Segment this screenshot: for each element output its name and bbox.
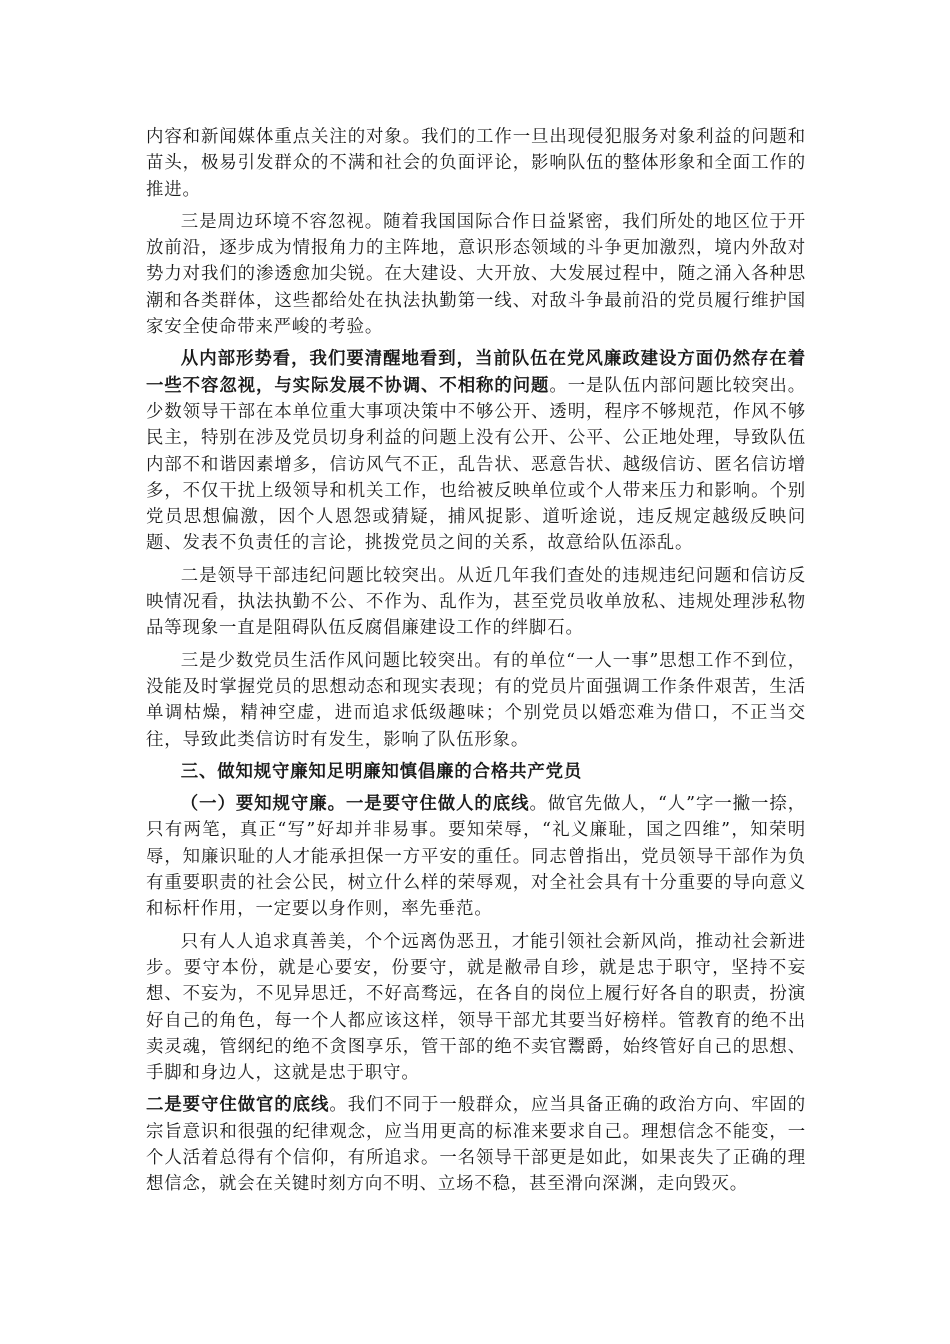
paragraph-truth-goodness: 只有人人追求真善美，个个远离伪恶丑，才能引领社会新风尚，推动社会新进步。要守本份，就是心要安，份要守，就是敝帚自珍，就是忠于职守，坚持不妄想、不妄为，不见异思迁，不好高骛远，在各自的岗位上履行好各自的职责，扮演好自己的角色，每一个人都应该这样，领导干部尤其要当好榜样。管教育的绝不出卖灵魂，管纲纪的绝不贪图享乐，管干部的绝不卖官鬻爵，始终管好自己的思想、手脚和身边人，这就是忠于职守。	[146, 931, 806, 1084]
paragraph-cadre-discipline: 二是领导干部违纪问题比较突出。从近几年我们查处的违规违纪问题和信访反映情况看，执法执勤不公、不作为、乱作为，甚至党员收单放私、违规处理涉私物品等现象一直是阻碍队伍反腐倡廉建设工作的绊脚石。	[146, 565, 806, 639]
paragraph-official-bottom-line-lead: 二是要守住做官的底线	[146, 1095, 330, 1116]
paragraph-know-rules-body: 。做官先做人，“人”字一撇一捺，只有两笔，真正“写”好却并非易事。要知荣辱，“礼义廉耻，国之四维”，知荣明辱，知廉识耻的人才能承担保一方平安的重任。同志曾指出，党员领导干部作为负有重要职责的社会公民，树立什么样的荣辱观，对全社会具有十分重要的导向意义和标杆作用，一定要以身作则，率先垂范。	[146, 794, 806, 920]
paragraph-official-bottom-line	[146, 1092, 806, 1197]
paragraph-internal-situation	[146, 346, 806, 556]
paragraph-internal-situation-body: 。一是队伍内部问题比较突出。少数领导干部在本单位重大事项决策中不够公开、透明，程序不够规范，作风不够民主，特别在涉及党员切身利益的问题上没有公开、公平、公正地处理，导致队伍内部不和谐因素增多，信访风气不正，乱告状、恶意告状、越级信访、匿名信访增多，不仅干扰上级领导和机关工作，也给被反映单位或个人带来压力和影响。个别党员思想偏激，因个人恩怨或猜疑，捕风捉影、道听途说，违反规定越级反映问题、发表不负责任的言论，挑拨党员之间的关系，故意给队伍添乱。	[146, 375, 806, 554]
paragraph-know-rules-lead: （一）要知规守廉。一是要守住做人的底线	[180, 794, 530, 815]
paragraph-know-rules	[146, 791, 806, 922]
paragraph-surrounding-environment: 三是周边环境不容忽视。随着我国国际合作日益紧密，我们所处的地区位于开放前沿，逐步成为情报角力的主阵地，意识形态领域的斗争更加激烈，境内外敌对势力对我们的渗透愈加尖锐。在大建设、大开放、大发展过程中，随之涌入各种思潮和各类群体，这些都给处在执法执勤第一线、对敌斗争最前沿的党员履行维护国家安全使命带来严峻的考验。	[146, 211, 806, 338]
paragraph-internal-situation-lead: 从内部形势看，我们要清醒地看到，当前队伍在党风廉政建设方面仍然存在着一些不容忽视，与实际发展不协调、不相称的问题	[146, 349, 806, 396]
section-heading-three: 三、做知规守廉知足明廉知慎倡廉的合格共产党员	[180, 761, 583, 782]
paragraph-media-attention: 内容和新闻媒体重点关注的对象。我们的工作一旦出现侵犯服务对象利益的问题和苗头，极易引发群众的不满和社会的负面评论，影响队伍的整体形象和全面工作的推进。	[146, 127, 806, 200]
paragraph-official-bottom-line-body: 。我们不同于一般群众，应当具备正确的政治方向、牢固的宗旨意识和很强的纪律观念，应当用更高的标准来要求自己。理想信念不能变，一个人活着总得有个信仰，有所追求。一名领导干部更是如此，如果丧失了正确的理想信念，就会在关键时刻方向不明、立场不稳，甚至滑向深渊，走向毁灭。	[146, 1095, 806, 1195]
paragraph-lifestyle-issues: 三是少数党员生活作风问题比较突出。有的单位“一人一事”思想工作不到位，没能及时掌握党员的思想动态和现实表现；有的党员片面强调工作条件艰苦，生活单调枯燥，精神空虚，进而追求低级趣味；个别党员以婚恋难为借口，不正当交往，导致此类信访时有发生，影响了队伍形象。	[146, 650, 806, 750]
document-page	[146, 124, 806, 1204]
